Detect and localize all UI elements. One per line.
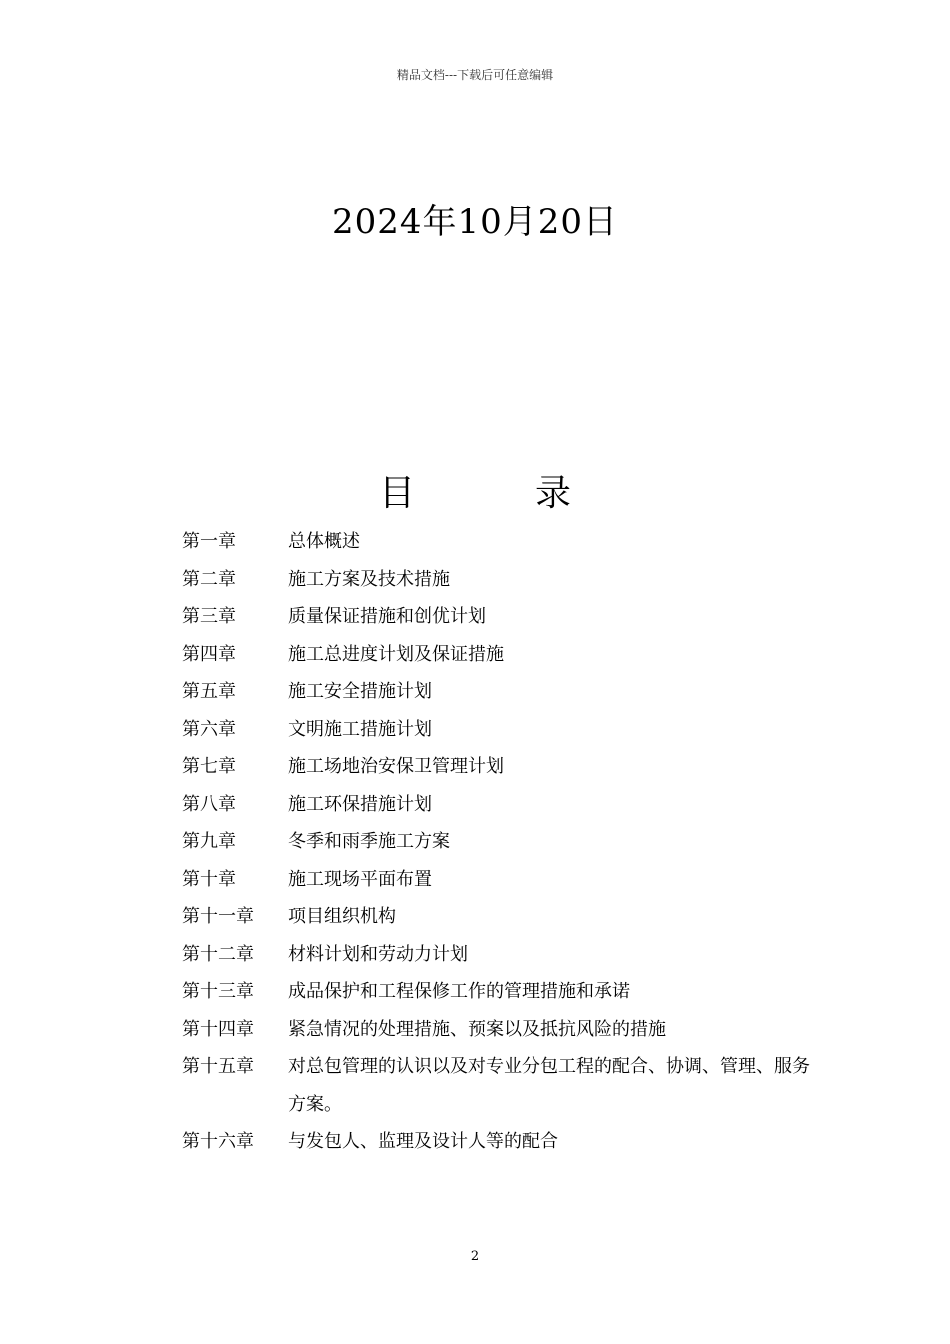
- toc-chapter-title: 与发包人、监理及设计人等的配合: [288, 1131, 558, 1152]
- toc-chapter-title: 材料计划和劳动力计划: [288, 943, 468, 965]
- toc-chapter-number: 第十二章: [182, 943, 254, 965]
- toc-title: [0, 465, 950, 516]
- page-number: 2: [470, 1249, 480, 1264]
- toc-chapter-title: 对总包管理的认识以及对专业分包工程的配合、协调、管理、服务方案。: [288, 1056, 810, 1115]
- toc-chapter-title: 施工总进度计划及保证措施: [288, 643, 504, 665]
- toc-entry[interactable]: [182, 598, 822, 636]
- toc-chapter-title: 施工环保措施计划: [288, 793, 432, 815]
- toc-chapter-number: 第十章: [182, 868, 236, 890]
- toc-chapter-title: 施工现场平面布置: [288, 868, 432, 890]
- document-date: 2024年10月20日: [331, 202, 619, 242]
- toc-chapter-number: 第十四章: [182, 1018, 254, 1040]
- toc-entry[interactable]: [182, 936, 822, 974]
- toc-chapter-number: 第三章: [182, 606, 236, 627]
- toc-entry[interactable]: [182, 786, 822, 824]
- toc-chapter-title: 施工场地治安保卫管理计划: [288, 756, 504, 777]
- toc-chapter-title: 项目组织机构: [288, 906, 396, 927]
- toc-chapter-title: 文明施工措施计划: [288, 718, 432, 740]
- page-header: 精品文档---下载后可任意编辑: [396, 68, 554, 82]
- toc-entry[interactable]: [182, 1011, 822, 1049]
- toc-chapter-number: 第七章: [182, 756, 236, 777]
- toc-entry[interactable]: [182, 523, 822, 561]
- toc-chapter-title: 紧急情况的处理措施、预案以及抵抗风险的措施: [288, 1018, 666, 1040]
- toc-entry[interactable]: [182, 898, 822, 936]
- toc-chapter-number: 第四章: [182, 643, 236, 665]
- toc-chapter-title: 总体概述: [288, 531, 360, 552]
- toc-entry[interactable]: [182, 636, 822, 674]
- toc-chapter-number: 第一章: [182, 531, 236, 552]
- toc-title-right: 录: [535, 473, 572, 514]
- toc-chapter-title: 施工方案及技术措施: [288, 568, 450, 590]
- toc-chapter-number: 第十五章: [182, 1056, 254, 1077]
- toc-chapter-title: 施工安全措施计划: [288, 681, 432, 702]
- toc-title-left: 目: [378, 473, 415, 514]
- toc-entry[interactable]: [182, 861, 822, 899]
- toc-chapter-number: 第十三章: [182, 981, 254, 1002]
- toc-chapter-number: 第五章: [182, 681, 236, 702]
- toc-chapter-title: 成品保护和工程保修工作的管理措施和承诺: [288, 981, 630, 1002]
- toc-chapter-number: 第二章: [182, 568, 236, 590]
- toc-chapter-title: 质量保证措施和创优计划: [288, 606, 486, 627]
- toc-entry[interactable]: [182, 1123, 822, 1161]
- toc-entry[interactable]: [182, 673, 822, 711]
- toc-chapter-number: 第十一章: [182, 906, 254, 927]
- toc-entry[interactable]: [182, 1048, 822, 1123]
- toc-chapter-title: 冬季和雨季施工方案: [288, 831, 450, 852]
- table-of-contents: [182, 523, 822, 1161]
- toc-chapter-number: 第六章: [182, 718, 236, 740]
- toc-entry[interactable]: [182, 973, 822, 1011]
- toc-chapter-number: 第九章: [182, 831, 236, 852]
- toc-chapter-number: 第十六章: [182, 1131, 254, 1152]
- toc-entry[interactable]: [182, 561, 822, 599]
- toc-entry[interactable]: [182, 748, 822, 786]
- toc-entry[interactable]: [182, 711, 822, 749]
- toc-entry[interactable]: [182, 823, 822, 861]
- toc-chapter-number: 第八章: [182, 793, 236, 815]
